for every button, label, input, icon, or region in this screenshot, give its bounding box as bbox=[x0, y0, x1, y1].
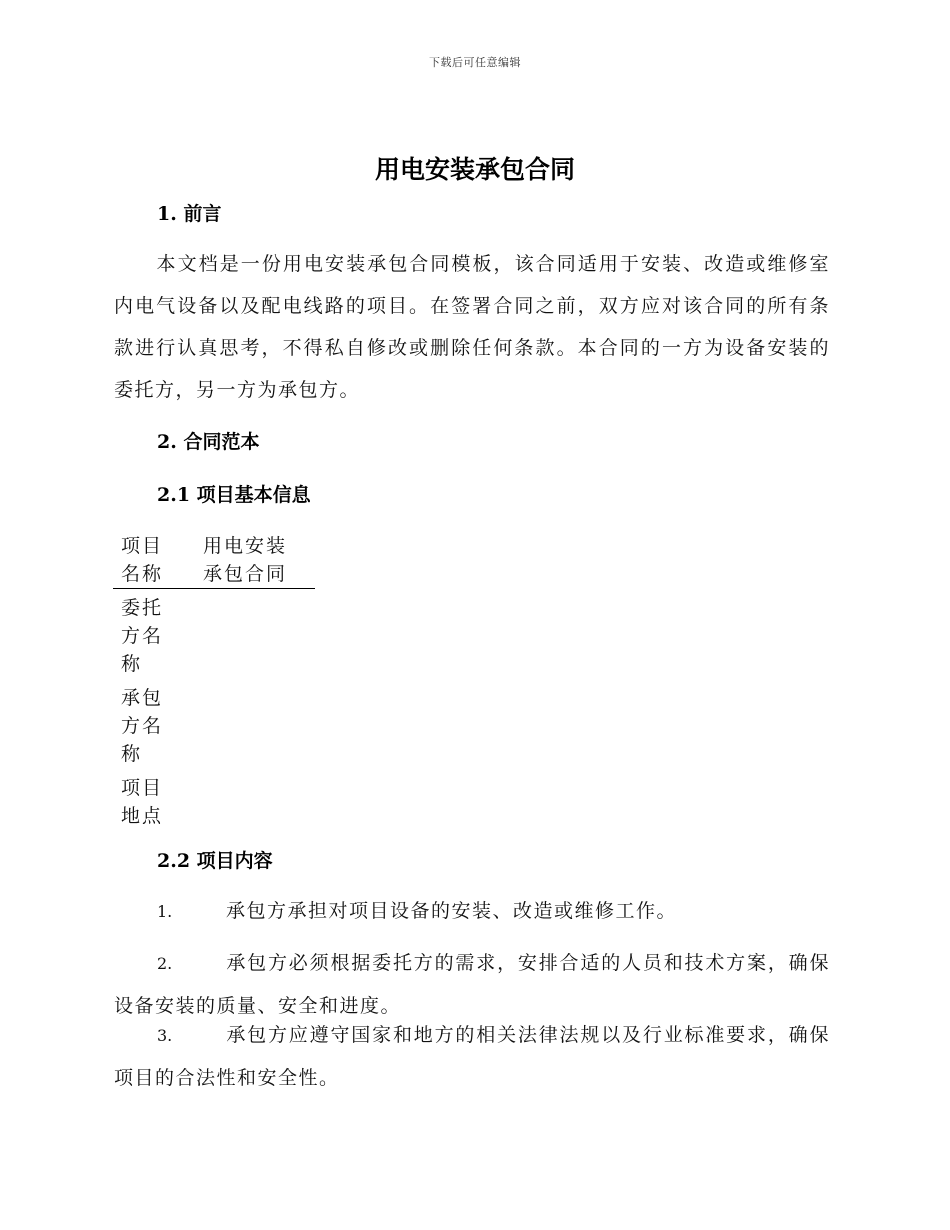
table-cell-key: 项目地点 bbox=[121, 777, 164, 827]
preface-text: 本文档是一份用电安装承包合同模板，该合同适用于安装、改造或维修室内电气设备以及配电线路的项目。在签署合同之前，双方应对该合同的所有条款进行认真思考，不得私自修改或删除任何条款。本合同的一方为设备安装的委托方，另一方为承包方。 bbox=[114, 253, 830, 401]
table-row bbox=[113, 589, 315, 679]
table-cell-key: 项目名称 bbox=[113, 532, 176, 589]
list-item-number: 3. bbox=[157, 1026, 173, 1045]
list-item-text: 承包方承担对项目设备的安装、改造或维修工作。 bbox=[226, 900, 678, 922]
list-item-number: 2. bbox=[157, 954, 173, 973]
table-cell-value bbox=[176, 768, 315, 830]
section-heading-basic-info: 2.1 项目基本信息 bbox=[157, 484, 311, 506]
table-cell-value: 用电安装承包合同 bbox=[176, 532, 315, 589]
table-cell-value bbox=[176, 589, 315, 679]
table-cell-value bbox=[176, 678, 315, 768]
list-item-number: 1. bbox=[157, 902, 173, 921]
table-header-row bbox=[113, 532, 315, 589]
table-cell-key: 承包方名称 bbox=[121, 687, 164, 765]
section-heading-content: 2.2 项目内容 bbox=[157, 850, 273, 872]
list-item-text: 承包方必须根据委托方的需求，安排合适的人员和技术方案，确保设备安装的质量、安全和进度。 bbox=[114, 952, 830, 1017]
list-item bbox=[114, 890, 830, 933]
project-info-table bbox=[113, 532, 315, 830]
header-note: 下载后可任意编辑 bbox=[429, 56, 521, 69]
list-item-text: 承包方应遵守国家和地方的相关法律法规以及行业标准要求，确保项目的合法性和安全性。 bbox=[114, 1024, 830, 1089]
document-title: 用电安装承包合同 bbox=[374, 155, 575, 184]
preface-paragraph bbox=[114, 243, 830, 411]
section-heading-preface: 1. 前言 bbox=[157, 203, 222, 225]
table-row bbox=[113, 678, 315, 768]
table-row bbox=[113, 768, 315, 830]
section-heading-template: 2. 合同范本 bbox=[157, 431, 260, 453]
list-item bbox=[114, 1014, 830, 1099]
table-cell-key: 委托方名称 bbox=[121, 597, 164, 675]
